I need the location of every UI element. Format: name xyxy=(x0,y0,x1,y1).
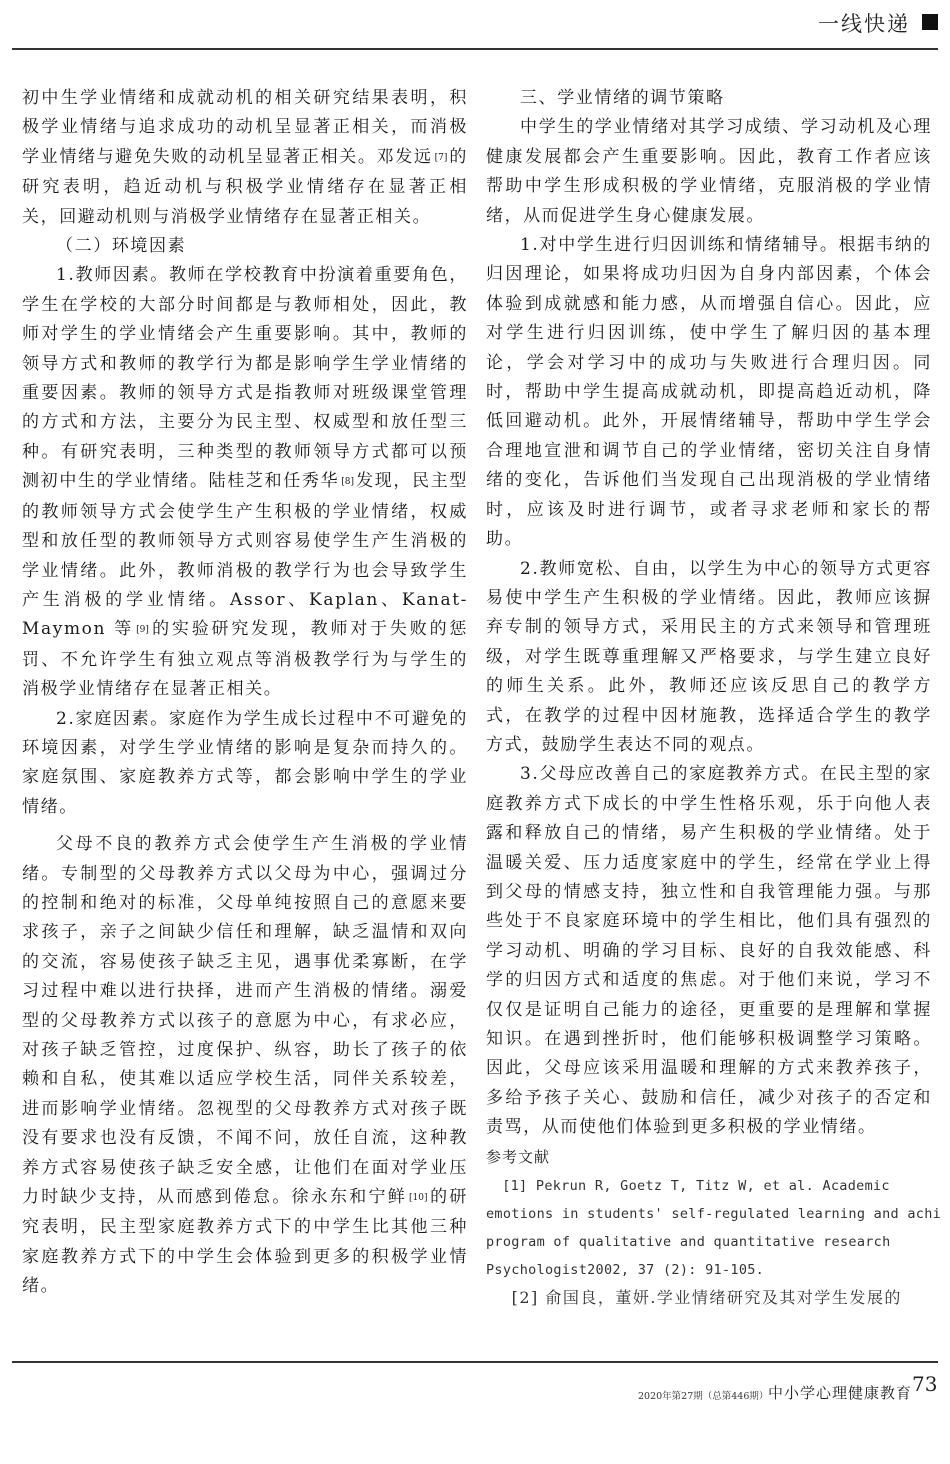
paragraph: 3.父母应改善自己的家庭教养方式。在民主型的家庭教养方式下成长的中学生性格乐观，乐于向他人表露和释放自己的情绪，易产生积极的学业情绪。处于温暖关爱、压力适度家庭中的学生，经常在学业上得到父母的情感支持，独立性和自我管理能力强。与那些处于不良家庭环境中的学生相比，他们具有强烈的学习动机、明确的学习目标、良好的自我效能感、科学的归因方式和适度的焦虑。对于他们来说，学习不仅仅是证明自己能力的途径，更重要的是理解和掌握知识。在遇到挫折时，他们能够积极调整学习策略。因此，父母应该采用温暖和理解的方式来教养孩子，多给予孩子关心、鼓励和信任，减少对孩子的否定和责骂，从而使他们体验到更多积极的学业情绪。 xyxy=(486,764,932,1138)
black-square-icon xyxy=(922,14,938,30)
paragraph: 父母不良的教养方式会使学生产生消极的学业情绪。专制型的父母教养方式以父母为中心，强调过分的控制和绝对的标准，父母单纯按照自己的意愿来要求孩子，亲子之间缺少信任和理解，缺乏温情和双向的交流，容易使孩子缺乏主见，遇事优柔寡断，在学习过程中难以进行抉择，进而产生消极的情绪。溺爱型的父母教养方式以孩子的意愿为中心，有求必应，对孩子缺乏管控，过度保护、纵容，助长了孩子的依赖和自私，使其难以适应学校生活，同伴关系较差，进而影响学业情绪。忽视型的父母教养方式对孩子既没有要求也没有反馈，不闻不问，放任自流，这种教养方式容易使孩子缺乏安全感，让他们在面对学业压力时缺少支持，从而感到倦怠。徐永东和宁鲜 [10] 的研究表明，民主型家庭教养方式下的中学生比其他三种家庭教养方式下的中学生会体验到更多的积极学业情绪。 xyxy=(22,834,469,1297)
paragraph: 1.对中学生进行归因训练和情绪辅导。根据韦纳的归因理论，如果将成功归因为自身内部因素，个体会体验到成就感和能力感，从而增强自信心。因此，应对学生进行归因训练，使中学生了解归因的基本理论，学会对学习中的成功与失败进行合理归因。同时，帮助中学生提高成就动机，即提高趋近动机，降低回避动机。此外，开展情绪辅导，帮助中学生学会合理地宣泄和调节自己的学业情绪，密切关注自身情绪的变化，告诉他们当发现自己出现消极的学业情绪时，应该及时进行调节，或者寻求老师和家长的帮助。 xyxy=(486,235,932,550)
paragraph: 中学生的学业情绪对其学习成绩、学习动机及心理健康发展都会产生重要影响。因此，教育工作者应该帮助中学生形成积极的学业情绪，克服消极的学业情绪，从而促进学生身心健康发展。 xyxy=(486,117,932,226)
citation-marker: [7] xyxy=(434,152,448,163)
page-number: 73 xyxy=(912,1372,938,1396)
citation-marker: [10] xyxy=(409,1193,428,1204)
reference-line: [1] Pekrun R, Goetz T, Titz W, et al. Academic xyxy=(502,1178,890,1195)
journal-name: 中小学心理健康教育 xyxy=(768,1384,913,1402)
paragraph: 1.教师因素。教师在学校教育中扮演着重要角色，学生在学校的大部分时间都是与教师相处，因此，教师对学生的学业情绪会产生重要影响。其中，教师的领导方式和教师的教学行为都是影响学生学业情绪的重要因素。教师的领导方式是指教师对班级课堂管理的方式和方法，主要分为民主型、权威型和放任型三种。有研究表明，三种类型的教师领导方式都可以预测初中生的学业情绪。陆桂芝和任秀华 [8] 发现，民主型的教师领导方式会使学生产生积极的学业情绪，权威型和放任型的教师领导方式则容易使学生产生消极的学业情绪。此外，教师消极的教学行为也会导致学生产生消极的学业情绪。Assor、Kaplan、Kanat-Maymon 等 [9] 的实验研究发现，教师对于失败的惩罚、不允许学生有独立观点等消极教学行为与学生的消极学业情绪存在显著正相关。 xyxy=(22,265,469,700)
references-heading: 参考文献 xyxy=(486,1147,551,1166)
reference-line: emotions in students' self-regulated learning and achi xyxy=(486,1206,942,1223)
section-heading: 三、学业情绪的调节策略 xyxy=(520,88,725,108)
right-column xyxy=(486,84,942,1312)
section-heading: （二）环境因素 xyxy=(56,236,187,257)
reference-line: program of qualitative and quantitative research xyxy=(486,1234,891,1251)
issue-info: 2020年第27期（总第446期） xyxy=(638,1391,769,1402)
citation-marker: [9] xyxy=(136,625,149,636)
reference-line: Psychologist2002, 37 (2): 91-105. xyxy=(486,1262,765,1279)
section-title: 一线快递 xyxy=(818,12,910,36)
header-rule xyxy=(12,48,938,50)
footer-rule xyxy=(12,1361,938,1363)
paragraph: 初中生学业情绪和成就动机的相关研究结果表明，积极学业情绪与追求成功的动机呈显著正相关，而消极学业情绪与避免失败的动机呈显著正相关。邓发远 [7] 的研究表明，趋近动机与积极学业情绪存在显著正相关，回避动机则与消极学业情绪存在显著正相关。 xyxy=(22,88,468,227)
paragraph: 2.教师宽松、自由，以学生为中心的领导方式更容易使中学生产生积极的学业情绪。因此，教师应该摒弃专制的领导方式，采用民主的方式来领导和管理班级，对学生既尊重理解又严格要求，与学生建立良好的师生关系。此外，教师还应该反思自己的教学方式，在教学的过程中因材施教，选择适合学生的教学方式，鼓励学生表达不同的观点。 xyxy=(486,558,932,755)
reference-line: [2] 俞国良，董妍.学业情绪研究及其对学生发展的 xyxy=(511,1288,902,1308)
paragraph: 2.家庭因素。家庭作为学生成长过程中不可避免的环境因素，对学生学业情绪的影响是复杂而持久的。家庭氛围、家庭教养方式等，都会影响中学生的学业情绪。 xyxy=(22,708,468,817)
left-column xyxy=(22,84,468,1302)
citation-marker: [8] xyxy=(341,477,355,488)
